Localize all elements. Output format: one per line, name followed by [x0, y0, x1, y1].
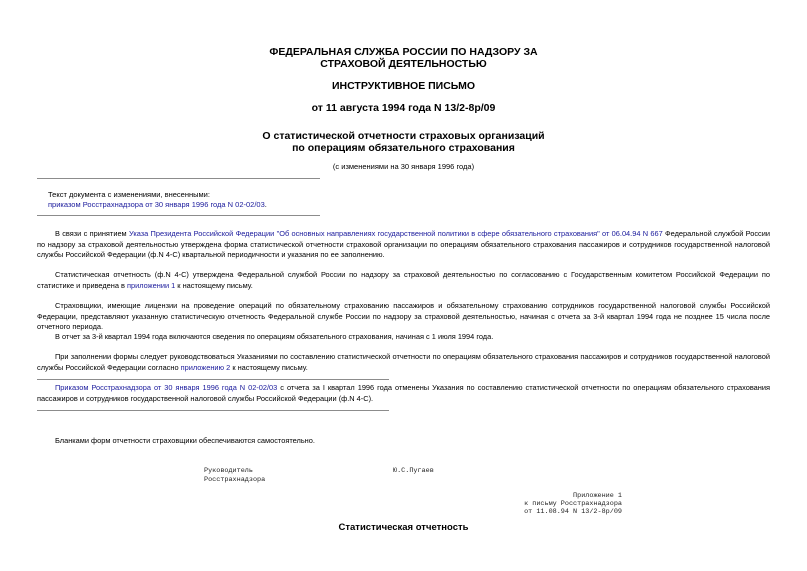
amendments-note: (с изменениями на 30 января 1996 года) — [332, 162, 475, 171]
agency-name-line2: СТРАХОВОЙ ДЕЯТЕЛЬНОСТЬЮ — [320, 58, 487, 70]
presidential-decree-link[interactable]: Указа Президента Российской Федерации "Об основных направлениях государственной политики в сфере обязательного страхования" от 06.04.94 N 667 — [128, 229, 663, 238]
paragraph-2-text-end: к настоящему письму. — [175, 280, 253, 290]
paragraph-1 — [37, 229, 770, 261]
appendix-ref-line1: Приложение 1 — [573, 492, 622, 500]
signature-name: Ю.С.Пугаев — [393, 467, 434, 475]
appendix-ref-line3: от 11.08.94 N 13/2-8р/09 — [524, 508, 622, 516]
paragraph-6-text: с отчета за I квартал 1996 года отменены Указания по составлению статистической отчетности по операциям обязательного страхования пассажиров и сотрудников государственной налоговой службы Российской Федерации (ф.N 4-С). — [37, 383, 770, 403]
subject-line2: по операциям обязательного страхования — [292, 142, 515, 154]
revision-note-ref — [48, 200, 267, 210]
paragraph-1-text-end: Федеральной службой России по надзору за страховой деятельностью утверждена форма статистической отчетности страховой организации по операциям обязательного страхования пассажиров и сотрудников государственной налоговой службы Российской Федерации (ф.N 4-С) квартальной периодичности и указания по ее заполнению. — [37, 229, 770, 259]
paragraph-2 — [37, 270, 770, 291]
paragraph-6 — [37, 383, 770, 404]
divider — [37, 178, 320, 179]
document-type: ИНСТРУКТИВНОЕ ПИСЬМО — [331, 80, 476, 92]
subject-line1: О статистической отчетности страховых организаций — [262, 130, 545, 142]
appendix-ref-line2: к письму Росстрахнадзора — [524, 500, 622, 508]
paragraph-4: В отчет за 3-й квартал 1994 года включаются сведения по операциям обязательного страхования, начиная с 1 июля 1994 года. — [55, 332, 494, 341]
appendix-1-link[interactable]: приложении 1 — [127, 280, 176, 290]
paragraph-5-text: При заполнении формы следует руководствоваться Указаниями по составлению статистической отчетности по операциям обязательного страхования пассажиров и сотрудников государственной налоговой службы Российской Федерации согласно — [37, 352, 770, 372]
paragraph-1-text: В связи с принятием — [55, 229, 129, 238]
paragraph-3: Страховщики, имеющие лицензии на проведение операций по обязательному страхованию пассажиров и обязательному страхованию сотрудников государственной налоговой службы Российской Федерации, представляют указанную статистическую отчетность Федеральной службе России по надзору за страховой деятельностью, начиная с отчета за 3-й квартал 1994 года не позднее 15 числа после отчетного периода. — [37, 301, 770, 331]
paragraph-2-text: Статистическая отчетность (ф.N 4-С) утверждена Федеральной службой России по надзору за страховой деятельностью по согласованию с Государственным комитетом Российской Федерации по статистике и приведена в — [37, 270, 770, 290]
cancellation-order-link[interactable]: Приказом Росстрахнадзора от 30 января 1996 года N 02-02/03 — [55, 383, 278, 392]
divider — [37, 410, 389, 411]
divider — [37, 379, 389, 380]
appendix-2-link[interactable]: приложению 2 — [180, 362, 231, 372]
signature-role-line1: Руководитель — [204, 467, 253, 475]
agency-name-line1: ФЕДЕРАЛЬНАЯ СЛУЖБА РОССИИ ПО НАДЗОРУ ЗА — [269, 46, 538, 58]
revision-note-text: Текст документа с изменениями, внесенными: — [48, 190, 210, 199]
revision-note-tail: . — [264, 200, 267, 209]
document-date: от 11 августа 1994 года N 13/2-8р/09 — [311, 102, 496, 114]
revision-order-link[interactable]: приказом Росстрахнадзора от 30 января 1996 года N 02-02/03 — [48, 200, 265, 209]
divider — [37, 215, 320, 216]
paragraph-5-text-end: к настоящему письму. — [230, 362, 308, 372]
paragraph-7: Бланками форм отчетности страховщики обеспечиваются самостоятельно. — [55, 436, 315, 445]
statistical-report-title: Статистическая отчетность — [338, 522, 469, 533]
paragraph-5 — [37, 352, 770, 373]
signature-role-line2: Росстрахнадзора — [204, 476, 266, 484]
